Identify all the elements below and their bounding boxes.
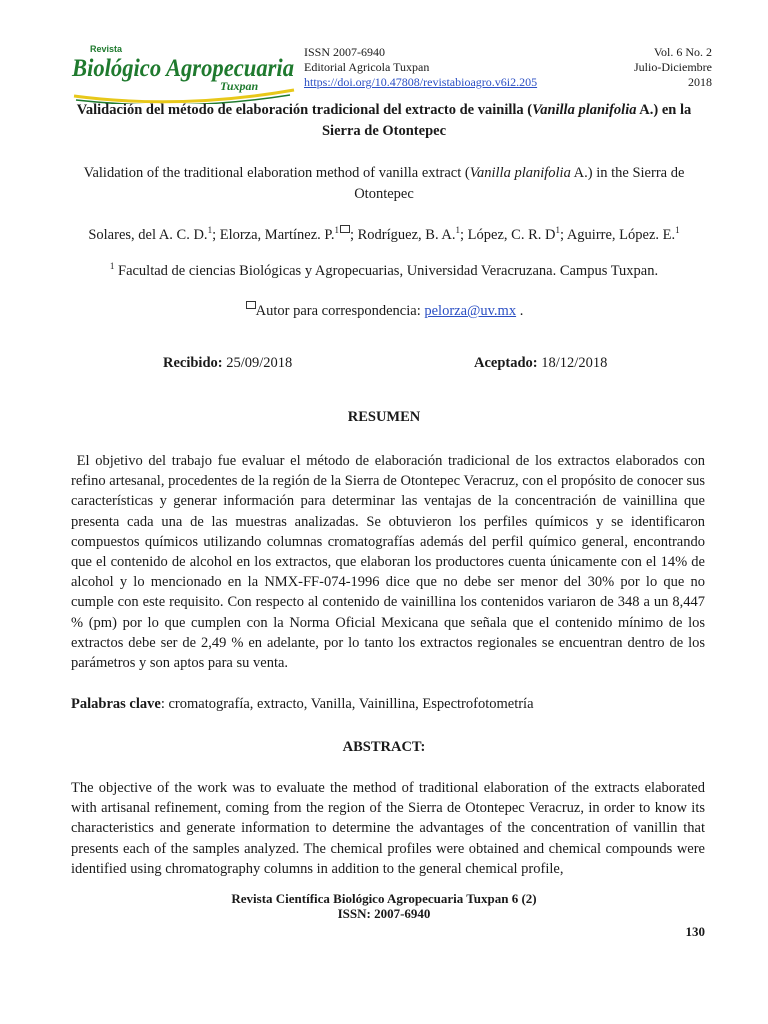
article-title-en: Validation of the traditional elaboration method of vanilla extract (Vanilla planifolia A.) in the Sierra de Otontepec bbox=[83, 165, 685, 202]
footer-issn: ISSN: 2007-6940 bbox=[337, 906, 431, 921]
header-issn: ISSN 2007-6940 bbox=[304, 45, 386, 59]
abstract-text: The objective of the work was to evaluate the method of traditional elaboration of the extracts elaborated with artisanal refinement, coming from the region of the Sierra de Otontepec Veracruz, in order to know its characteristics and generate information to determine the advantages of the concentration of vanillin that presents each of the samples analyzed. The chemical profiles were obtained and chemical compounds were identified using chromatography columns in addition to the general chemical profile, bbox=[71, 780, 705, 877]
resumen-text: El objetivo del trabajo fue evaluar el método de elaboración tradicional de los extractos elaborados con refino artesanal, procedentes de la región de la Sierra de Otontepec Veracruz, con el propósito de conocer sus características y generar información para determinar las ventajas de la concentración de vainillina que presenta cada una de las muestras analizadas. Se obtuvieron los perfiles químicos y se identificaron compuestos químicos utilizando columnas cromatografías además del perfil químico general, encontrando que el contenido de alcohol en los extractos, que elaboran los productores cuenta únicamente con el 14% de alcohol y lo mencionado en la NMX-FF-074-1996 dice que no debe ser menor del 30% por lo que no cumple con este requisito. Con respecto al contenido de vainillina los contenidos variaron de 348 a un 8,447 % (pm) por lo que cumplen con la Norma Oficial Mexicana que señala que el contenido mínimo de los extractos debe ser de 2,49 % en adelante, por lo tanto los extractos regionales se encuentran dentro de los parámetros y son aptos para su venta. bbox=[71, 453, 705, 672]
article-title-es: Validación del método de elaboración tradicional del extracto de vainilla (Vanilla planifolia A.) en la Sierra de Otontepec bbox=[76, 102, 692, 139]
author-4: ; López, C. R. D bbox=[460, 227, 556, 243]
page-footer bbox=[0, 891, 768, 921]
corresponding-author: Autor para correspondencia: pelorza@uv.mx . bbox=[60, 301, 708, 321]
author-3: ; Rodríguez, B. A. bbox=[349, 227, 456, 243]
header-year: 2018 bbox=[688, 75, 712, 89]
abstract-heading: ABSTRACT: bbox=[342, 739, 426, 755]
author-1: Solares, del A. C. D. bbox=[88, 227, 208, 243]
logo-small-text: Revista bbox=[90, 44, 123, 54]
keywords: Palabras clave: cromatografía, extracto, Vanilla, Vainillina, Espectrofotometría bbox=[71, 696, 534, 712]
author-5: ; Aguirre, López. E. bbox=[559, 227, 676, 243]
header-volume: Vol. 6 No. 2 bbox=[653, 45, 712, 59]
mail-icon bbox=[340, 225, 350, 233]
journal-logo bbox=[70, 40, 298, 104]
doi-link[interactable]: https://doi.org/10.47808/revistabioagro.v6i2.205 bbox=[304, 75, 538, 89]
received-date: Recibido: 25/09/2018 bbox=[163, 355, 293, 371]
header-publisher: Editorial Agricola Tuxpan bbox=[304, 60, 430, 74]
email-link[interactable]: pelorza@uv.mx bbox=[424, 303, 517, 319]
logo-sub-text: Tuxpan bbox=[220, 79, 259, 93]
resumen-heading: RESUMEN bbox=[347, 409, 421, 425]
journal-logo-graphic bbox=[70, 40, 298, 104]
accepted-date: Aceptado: 18/12/2018 bbox=[474, 355, 608, 371]
affiliation: $^1$ Facultad de ciencias Biológicas y Agropecuarias, Universidad Veracruzana. Campus Tuxpan. bbox=[109, 261, 659, 279]
logo-main-text: Biológico Agropecuaria bbox=[71, 55, 294, 82]
header-volume-info bbox=[634, 45, 712, 90]
header-meta bbox=[304, 45, 537, 90]
author-2: ; Elorza, Martínez. P. bbox=[212, 227, 335, 243]
mail-icon bbox=[246, 301, 256, 309]
footer-journal: Revista Científica Biológico Agropecuaria Tuxpan 6 (2) bbox=[231, 891, 537, 906]
author-list: Solares, del A. C. D.$^1$; Elorza, Martínez. P.$^1$ ; Rodríguez, B. A.$^1$; López, C. R. $D^1$; Aguirre, López. E.$^1$ bbox=[88, 225, 680, 243]
header-period: Julio-Diciembre bbox=[634, 60, 712, 74]
page-number: 130 bbox=[685, 924, 705, 939]
